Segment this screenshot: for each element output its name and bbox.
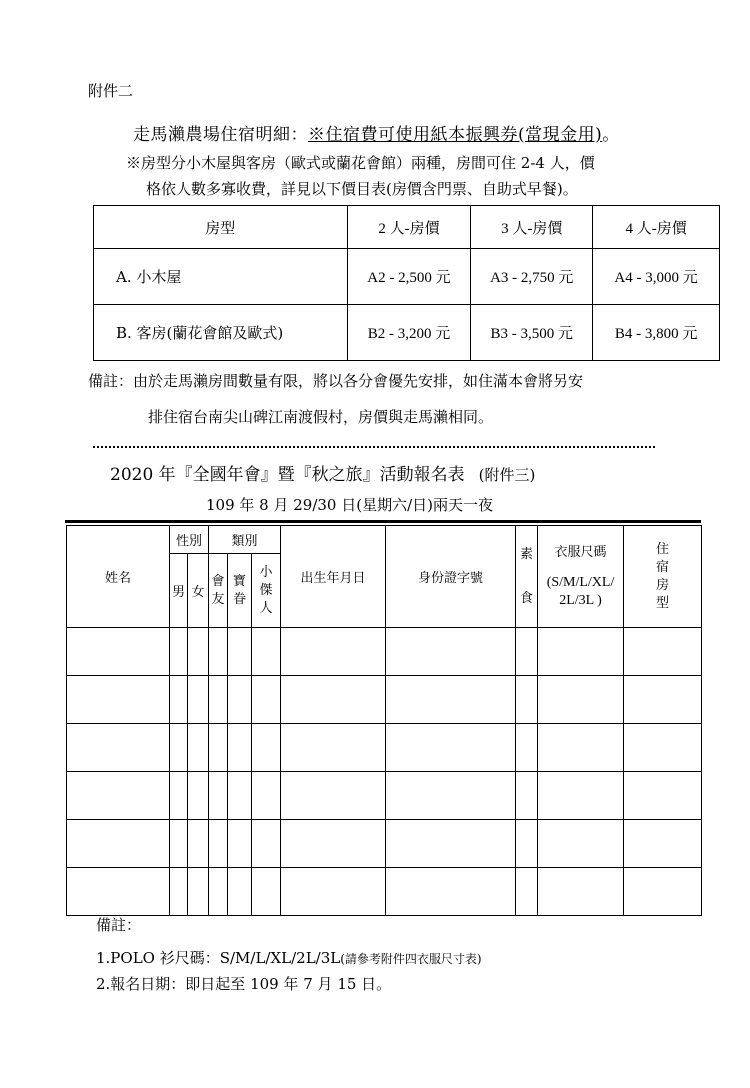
blank-cell[interactable] <box>228 820 252 868</box>
blank-cell[interactable] <box>281 628 386 676</box>
blank-cell[interactable] <box>281 772 386 820</box>
remark-line1: 備註：由於走馬瀨房間數量有限，將以各分會優先安排，如住滿本會將另安 <box>88 372 584 390</box>
header-2-person: 2 人-房價 <box>347 206 471 249</box>
blank-cell[interactable] <box>624 628 702 676</box>
notes-title: 備註： <box>96 916 142 934</box>
member-char: 友 <box>211 591 225 607</box>
price-cell: B4 - 3,800 元 <box>593 305 720 361</box>
blank-cell[interactable] <box>538 628 624 676</box>
blank-cell[interactable] <box>188 868 209 916</box>
header-room-type <box>624 526 702 628</box>
member-char: 會 <box>211 573 225 589</box>
blank-cell[interactable] <box>386 628 516 676</box>
room-name: A. 小木屋 <box>94 249 348 305</box>
table-row <box>67 772 702 820</box>
room-name: B. 客房(蘭花會館及歐式) <box>94 305 348 361</box>
blank-cell[interactable] <box>67 772 170 820</box>
lodging-title-prefix: 走馬瀨農場住宿明細： <box>133 125 308 145</box>
header-name: 姓名 <box>67 526 170 628</box>
blank-cell[interactable] <box>170 628 188 676</box>
blank-cell[interactable] <box>624 724 702 772</box>
blank-cell[interactable] <box>188 772 209 820</box>
blank-cell[interactable] <box>281 868 386 916</box>
price-row-guestroom <box>94 305 720 361</box>
blank-cell[interactable] <box>170 724 188 772</box>
size-label: 衣服尺碼 <box>554 544 607 560</box>
junior-char: 小 <box>259 564 273 580</box>
blank-cell[interactable] <box>386 820 516 868</box>
header-room-type: 房型 <box>94 206 348 249</box>
blank-cell[interactable] <box>170 676 188 724</box>
note-polo-size-main: 1.POLO 衫尺碼：S/M/L/XL/2L/3L <box>96 949 341 967</box>
room-type-char: 型 <box>656 595 670 611</box>
price-cell: A4 - 3,000 元 <box>593 249 720 305</box>
blank-cell[interactable] <box>209 628 228 676</box>
header-gender: 性別 <box>170 526 209 554</box>
blank-cell[interactable] <box>209 868 228 916</box>
note-registration-deadline: 2.報名日期：即日起至 109 年 7 月 15 日。 <box>96 975 392 993</box>
price-cell: B2 - 3,200 元 <box>347 305 471 361</box>
form-attachment-label: (附件三) <box>478 466 536 484</box>
remark-line2: 排住宿台南尖山碑江南渡假村，房價與走馬瀨相同。 <box>148 408 494 426</box>
price-cell: A2 - 2,500 元 <box>347 249 471 305</box>
header-clothing-size <box>538 526 624 628</box>
blank-cell[interactable] <box>516 628 538 676</box>
blank-cell[interactable] <box>252 676 281 724</box>
blank-cell[interactable] <box>624 868 702 916</box>
blank-cell[interactable] <box>252 868 281 916</box>
blank-cell[interactable] <box>188 724 209 772</box>
blank-cell[interactable] <box>386 772 516 820</box>
size-options: (S/M/L/XL/ <box>546 574 615 590</box>
blank-cell[interactable] <box>170 868 188 916</box>
blank-cell[interactable] <box>516 676 538 724</box>
blank-cell[interactable] <box>516 772 538 820</box>
dotted-divider <box>93 446 655 448</box>
blank-cell[interactable] <box>252 724 281 772</box>
blank-cell[interactable] <box>228 724 252 772</box>
voucher-note: ※住宿費可使用紙本振興券(當現金用) <box>308 125 603 145</box>
lodging-title-suffix: 。 <box>602 125 620 145</box>
blank-cell[interactable] <box>538 820 624 868</box>
blank-cell[interactable] <box>386 724 516 772</box>
table-row <box>67 724 702 772</box>
table-top-rule <box>65 520 701 523</box>
blank-cell[interactable] <box>538 868 624 916</box>
table-row <box>67 628 702 676</box>
blank-cell[interactable] <box>624 820 702 868</box>
blank-cell[interactable] <box>67 868 170 916</box>
room-type-note-line2: 格依人數多寡收費，詳見以下價目表(房價含門票、自助式早餐)。 <box>146 180 578 198</box>
blank-cell[interactable] <box>67 676 170 724</box>
blank-cell[interactable] <box>281 724 386 772</box>
attachment-label: 附件二 <box>88 82 134 100</box>
form-title <box>110 460 535 485</box>
header-female: 女 <box>188 554 209 628</box>
blank-cell[interactable] <box>228 628 252 676</box>
blank-cell[interactable] <box>188 628 209 676</box>
blank-cell[interactable] <box>516 724 538 772</box>
room-type-char: 宿 <box>656 559 670 575</box>
blank-cell[interactable] <box>624 676 702 724</box>
blank-cell[interactable] <box>538 676 624 724</box>
table-row <box>67 820 702 868</box>
blank-cell[interactable] <box>281 676 386 724</box>
blank-cell[interactable] <box>67 820 170 868</box>
blank-cell[interactable] <box>386 868 516 916</box>
blank-cell[interactable] <box>516 868 538 916</box>
blank-cell[interactable] <box>228 676 252 724</box>
blank-cell[interactable] <box>252 772 281 820</box>
note-polo-size <box>96 947 482 968</box>
blank-cell[interactable] <box>252 820 281 868</box>
blank-cell[interactable] <box>209 724 228 772</box>
header-member <box>209 554 228 628</box>
price-table-header-row <box>94 206 720 249</box>
blank-cell[interactable] <box>209 820 228 868</box>
lodging-title <box>133 120 620 145</box>
header-category: 類別 <box>209 526 281 554</box>
price-table <box>93 205 720 361</box>
blank-cell[interactable] <box>209 772 228 820</box>
blank-cell[interactable] <box>188 820 209 868</box>
registration-table <box>66 525 702 916</box>
blank-cell[interactable] <box>516 820 538 868</box>
header-vegetarian-char: 素 <box>520 546 534 562</box>
size-options: 2L/3L ) <box>559 592 602 608</box>
table-row <box>67 676 702 724</box>
blank-cell[interactable] <box>281 820 386 868</box>
reg-header-row <box>67 526 702 554</box>
blank-cell[interactable] <box>209 676 228 724</box>
blank-cell[interactable] <box>170 820 188 868</box>
room-type-char: 房 <box>656 577 670 593</box>
spouse-char: 眷 <box>233 591 247 607</box>
blank-cell[interactable] <box>624 772 702 820</box>
header-vegetarian-char: 食 <box>520 590 534 606</box>
price-cell: A3 - 2,750 元 <box>471 249 593 305</box>
price-row-cabin <box>94 249 720 305</box>
room-type-note-line1: ※房型分小木屋與客房（歐式或蘭花會館）兩種，房間可住 2-4 人，價 <box>126 154 595 172</box>
form-title-main: 2020 年『全國年會』暨『秋之旅』活動報名表 <box>110 465 465 485</box>
blank-cell[interactable] <box>170 772 188 820</box>
header-vegetarian <box>516 526 538 628</box>
spouse-char: 寶 <box>233 573 247 589</box>
blank-cell[interactable] <box>67 724 170 772</box>
header-birthdate: 出生年月日 <box>281 526 386 628</box>
blank-cell[interactable] <box>228 868 252 916</box>
header-id-number: 身份證字號 <box>386 526 516 628</box>
header-4-person: 4 人-房價 <box>593 206 720 249</box>
event-date: 109 年 8 月 29/30 日(星期六/日)兩天一夜 <box>206 496 494 514</box>
note-polo-size-ref: (請參考附件四衣服尺寸表) <box>340 952 482 966</box>
price-cell: B3 - 3,500 元 <box>471 305 593 361</box>
junior-char: 人 <box>259 600 273 616</box>
header-spouse <box>228 554 252 628</box>
blank-cell[interactable] <box>538 772 624 820</box>
header-junior <box>252 554 281 628</box>
blank-cell[interactable] <box>252 628 281 676</box>
junior-char: 傑 <box>259 582 273 598</box>
room-type-char: 住 <box>656 541 670 557</box>
header-male: 男 <box>170 554 188 628</box>
header-3-person: 3 人-房價 <box>471 206 593 249</box>
blank-cell[interactable] <box>188 676 209 724</box>
blank-cell[interactable] <box>67 628 170 676</box>
blank-cell[interactable] <box>386 676 516 724</box>
blank-cell[interactable] <box>228 772 252 820</box>
blank-cell[interactable] <box>538 724 624 772</box>
table-row <box>67 868 702 916</box>
